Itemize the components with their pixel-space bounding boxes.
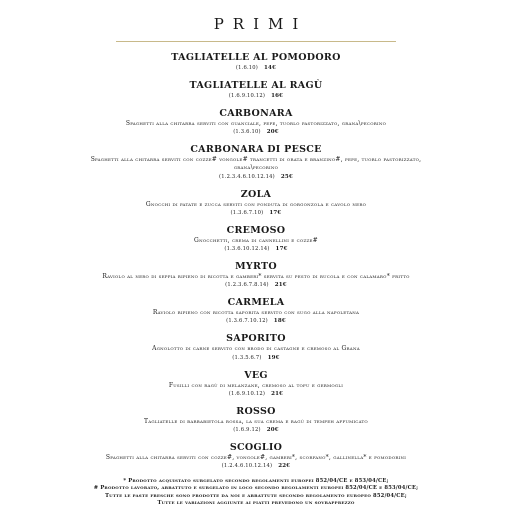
dish-price: 17€ (269, 209, 282, 216)
dish-price: 18€ (273, 318, 286, 325)
dish-allergens: (1.3.6.10.12.14) (224, 246, 270, 253)
dish-name: CARBONARA DI PESCE (190, 144, 322, 156)
dish-description: Tagliatelle di barbabietola rossa, la sua crema e ragù di tempeh affumicato (144, 417, 368, 425)
dish-name: CARBONARA (219, 108, 293, 119)
dish-price: 25€ (280, 173, 293, 180)
dish-price: 19€ (267, 354, 280, 361)
dish-allergens: (1.3.5.6.7) (232, 354, 262, 361)
dish-item (0, 406, 512, 434)
dish-allergens: (1.2.3.4.6.10.12.14) (219, 173, 275, 180)
dish-meta (0, 173, 512, 181)
dish-item (0, 333, 512, 361)
dish-meta (0, 354, 512, 362)
dish-price: 20€ (266, 427, 279, 434)
dish-price: 14€ (264, 65, 277, 71)
dish-name: ROSSO (236, 405, 276, 417)
page-title: PRIMI (213, 15, 308, 33)
dish-meta (0, 317, 512, 325)
dish-description: Agnolotto di carne servito con brodo di castagne e cremoso al Grana (152, 345, 360, 353)
dish-price: 21€ (271, 390, 284, 397)
dish-meta (0, 281, 512, 289)
dish-meta (0, 390, 512, 398)
dish-item (0, 370, 512, 398)
dish-meta (0, 92, 512, 100)
dish-name: SCOGLIO (229, 442, 283, 454)
dish-item (0, 442, 512, 470)
dish-item (0, 80, 512, 100)
dish-name: MYRTO (235, 261, 277, 273)
dish-item (0, 225, 512, 253)
footer-notes (0, 478, 512, 507)
dish-allergens: (1.6.9.10.12) (228, 390, 266, 397)
footer-note: * Prodotto acquistato surgelato secondo regolamenti europei 852/04/CE e 853/04/CE; (123, 478, 389, 485)
dish-item (0, 108, 512, 136)
dish-allergens: (1.2.4.6.10.12.14) (221, 463, 273, 470)
dish-meta (0, 426, 512, 434)
dish-allergens: (1.3.6.7.10.12) (226, 318, 268, 325)
dish-name: VEG (244, 369, 268, 381)
dish-allergens: (1.6.10) (235, 65, 259, 71)
dish-list (0, 52, 512, 470)
dish-allergens: (1.2.3.6.7.8.14) (225, 282, 269, 289)
dish-description: Spaghetti alla chitarra serviti con cozze# vongole# trancetti di orata e branzino#, pepe, tuorlo pastorizzato, grana\pecorino (90, 156, 422, 172)
dish-meta (0, 209, 512, 217)
dish-description: Spaghetti alla chitarra serviti con guanciale, pepe, tuorlo pastorizzato, grana\pecorino (125, 120, 387, 127)
dish-meta (0, 245, 512, 253)
dish-description: Gnocchetti, crema di cannellini e cozze# (194, 236, 318, 244)
footer-note: Tutte le variazioni aggiunte ai piatti prevedono un sovrapprezzo (157, 499, 355, 506)
dish-meta (0, 462, 512, 470)
dish-description: Raviolo ripieno con ricotta saporita servito con sugo alla napoletana (152, 309, 360, 317)
dish-allergens: (1.6.9.10.12) (228, 93, 266, 99)
dish-item (0, 52, 512, 72)
dish-allergens: (1.3.6.10) (233, 129, 261, 136)
dish-meta (0, 64, 512, 72)
dish-price: 17€ (275, 246, 288, 253)
dish-allergens: (1.6.9.12) (233, 427, 261, 434)
dish-name: TAGLIATELLE AL RAGÙ (189, 80, 323, 91)
dish-price: 16€ (271, 93, 284, 99)
footer-note: Tutte le paste fresche sono prodotte da noi e abbattute secondo regolamento europeo 852/04/CE; (105, 492, 407, 499)
dish-name: TAGLIATELLE AL POMODORO (171, 52, 341, 63)
dish-meta (0, 128, 512, 136)
dish-price: 20€ (266, 129, 279, 136)
dish-name: SAPORITO (226, 333, 286, 345)
dish-allergens: (1.3.6.7.10) (230, 209, 264, 216)
dish-description: Spaghetti alla chitarra serviti con cozze#, vongole#, gamberi*, scorfano*, gallinella* e pomodorini (105, 454, 407, 462)
dish-name: ZOLA (240, 188, 272, 200)
dish-name: CREMOSO (226, 224, 286, 236)
dish-price: 22€ (278, 463, 291, 470)
footer-note: # Prodotto lavorato, abbattuto e surgelato in loco secondo regolamenti europei 852/04/CE e 853/04/CE; (93, 485, 419, 492)
dish-description: Raviolo al nero di seppia ripieno di ricotta e gamberi* servita su pesto di rucola e con calamaro* fritto (102, 273, 410, 281)
dish-item (0, 189, 512, 217)
dish-name: CARMELA (227, 297, 285, 309)
dish-item (0, 144, 512, 180)
dish-description: Fusilli con ragù di melanzane, cremoso al tofu e germogli (168, 381, 344, 389)
dish-price: 21€ (274, 282, 287, 289)
dish-item (0, 297, 512, 325)
title-divider (116, 41, 396, 42)
dish-description: Gnocchi di patate e zucca serviti con fonduta di gorgonzola e cavolo nero (145, 200, 367, 208)
dish-item (0, 261, 512, 289)
